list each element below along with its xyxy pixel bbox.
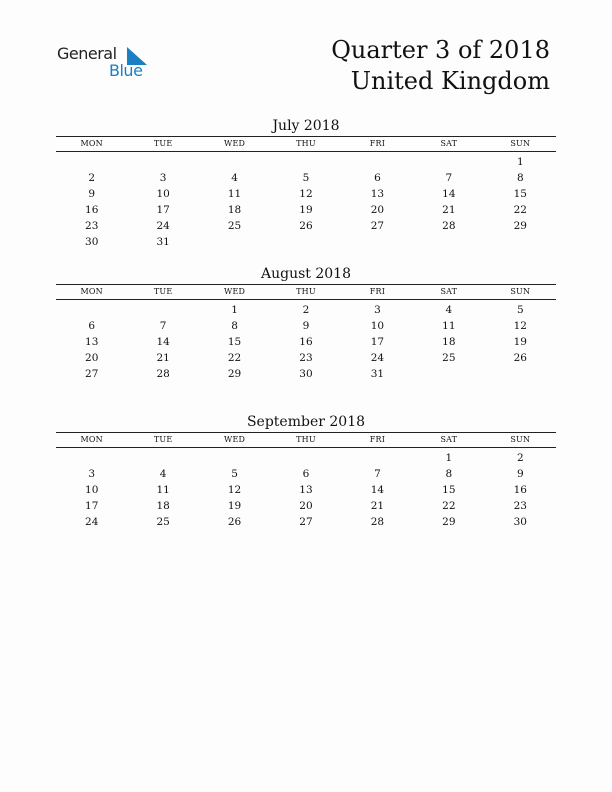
day-cell: 21	[156, 352, 170, 364]
day-cell: 15	[513, 188, 527, 200]
generalblue-logo	[57, 44, 157, 84]
day-cell: 17	[370, 336, 385, 348]
day-grid	[56, 450, 556, 530]
day-cell: 16	[85, 204, 99, 216]
empty-day-cell	[56, 450, 127, 466]
day-cell: 13	[370, 188, 385, 200]
day-cell: 1	[516, 156, 524, 168]
empty-day-cell	[342, 450, 413, 466]
day-cell: 7	[445, 172, 453, 184]
day-cell: 21	[370, 500, 385, 512]
day-cell: 27	[299, 516, 313, 528]
empty-day-cell	[413, 366, 484, 382]
day-cell: 9	[88, 188, 96, 200]
weekday-label: SUN	[510, 287, 531, 296]
day-cell: 29	[227, 368, 242, 380]
weekday-header	[56, 432, 556, 448]
day-cell: 17	[156, 204, 170, 216]
day-cell: 5	[302, 172, 310, 184]
month-august	[56, 265, 556, 382]
weekday-label: TUE	[153, 139, 173, 148]
day-cell: 6	[374, 172, 381, 184]
day-cell: 22	[513, 204, 527, 216]
day-cell: 4	[231, 172, 238, 184]
day-cell: 25	[156, 516, 170, 528]
day-cell: 6	[302, 468, 310, 480]
day-cell: 2	[88, 172, 96, 184]
day-cell: 21	[442, 204, 456, 216]
month-title: July 2018	[272, 118, 340, 134]
weekday-label: TUE	[153, 435, 173, 444]
title-quarter: Quarter 3 of 2018	[331, 36, 550, 64]
page-title	[331, 35, 550, 97]
day-cell: 8	[231, 320, 238, 332]
weekday-label: THU	[296, 139, 316, 148]
weekday-label: SAT	[440, 435, 458, 444]
day-cell: 25	[227, 220, 242, 232]
day-cell: 27	[85, 368, 99, 380]
logo-text-blue: Blue	[109, 61, 143, 80]
day-cell: 19	[513, 336, 527, 348]
day-cell: 31	[370, 368, 385, 380]
day-cell: 28	[370, 516, 385, 528]
day-cell: 31	[156, 236, 170, 248]
weekday-label: SUN	[510, 139, 531, 148]
day-cell: 28	[442, 220, 456, 232]
day-cell: 5	[516, 304, 524, 316]
day-cell: 7	[159, 320, 167, 332]
weekday-label: MON	[80, 139, 103, 148]
day-cell: 22	[227, 352, 242, 364]
day-cell: 26	[299, 220, 313, 232]
empty-day-cell	[270, 154, 341, 170]
weekday-header	[56, 284, 556, 300]
day-cell: 30	[513, 516, 527, 528]
day-cell: 2	[516, 452, 524, 464]
empty-day-cell	[56, 154, 127, 170]
day-cell: 6	[88, 320, 96, 332]
day-cell: 17	[85, 500, 99, 512]
day-cell: 16	[299, 336, 313, 348]
month-title: August 2018	[261, 266, 351, 282]
day-cell: 30	[299, 368, 313, 380]
weekday-label: WED	[224, 435, 246, 444]
weekday-label: THU	[296, 287, 316, 296]
day-cell: 5	[231, 468, 238, 480]
day-cell: 11	[227, 188, 242, 200]
weekday-label: MON	[80, 287, 103, 296]
weekday-label: TUE	[153, 287, 173, 296]
day-cell: 2	[302, 304, 310, 316]
empty-day-cell	[199, 234, 270, 250]
empty-day-cell	[270, 234, 341, 250]
empty-day-cell	[199, 154, 270, 170]
day-cell: 10	[85, 484, 99, 496]
weekday-header	[56, 136, 556, 152]
weekday-label: FRI	[369, 435, 386, 444]
logo-text-general: General	[57, 44, 117, 63]
day-cell: 19	[227, 500, 242, 512]
empty-day-cell	[342, 234, 413, 250]
weekday-label: SAT	[440, 139, 458, 148]
day-cell: 14	[156, 336, 170, 348]
day-cell: 23	[85, 220, 99, 232]
day-cell: 25	[442, 352, 456, 364]
day-cell: 9	[516, 468, 524, 480]
day-grid	[56, 154, 556, 250]
day-cell: 24	[156, 220, 170, 232]
day-cell: 20	[85, 352, 99, 364]
empty-day-cell	[413, 234, 484, 250]
day-cell: 19	[299, 204, 313, 216]
day-cell: 23	[513, 500, 527, 512]
day-cell: 12	[299, 188, 313, 200]
weekday-label: WED	[224, 139, 246, 148]
day-cell: 26	[227, 516, 242, 528]
day-cell: 12	[513, 320, 527, 332]
day-cell: 10	[370, 320, 385, 332]
day-cell: 7	[374, 468, 381, 480]
month-september	[56, 413, 556, 530]
weekday-label: SAT	[440, 287, 458, 296]
empty-day-cell	[342, 154, 413, 170]
empty-day-cell	[270, 450, 341, 466]
day-cell: 23	[299, 352, 313, 364]
day-grid	[56, 302, 556, 382]
day-cell: 12	[227, 484, 242, 496]
day-cell: 4	[159, 468, 167, 480]
day-cell: 28	[156, 368, 170, 380]
day-cell: 29	[442, 516, 456, 528]
day-cell: 8	[445, 468, 453, 480]
empty-day-cell	[127, 302, 198, 318]
day-cell: 20	[299, 500, 313, 512]
day-cell: 3	[374, 304, 381, 316]
weekday-label: MON	[80, 435, 103, 444]
weekday-label: THU	[296, 435, 316, 444]
day-cell: 18	[227, 204, 242, 216]
weekday-label: SUN	[510, 435, 531, 444]
month-title: September 2018	[246, 414, 366, 430]
day-cell: 11	[156, 484, 170, 496]
empty-day-cell	[56, 302, 127, 318]
day-cell: 10	[156, 188, 170, 200]
month-july	[56, 117, 556, 250]
day-cell: 15	[227, 336, 242, 348]
empty-day-cell	[485, 234, 556, 250]
day-cell: 16	[513, 484, 527, 496]
day-cell: 3	[159, 172, 167, 184]
day-cell: 18	[442, 336, 456, 348]
weekday-label: WED	[224, 287, 246, 296]
day-cell: 9	[302, 320, 310, 332]
day-cell: 24	[370, 352, 385, 364]
day-cell: 1	[445, 452, 453, 464]
day-cell: 14	[442, 188, 456, 200]
empty-day-cell	[127, 154, 198, 170]
weekday-label: FRI	[369, 287, 386, 296]
day-cell: 13	[299, 484, 313, 496]
day-cell: 11	[442, 320, 456, 332]
empty-day-cell	[127, 450, 198, 466]
title-country: United Kingdom	[350, 67, 550, 95]
empty-day-cell	[199, 450, 270, 466]
day-cell: 4	[445, 304, 453, 316]
day-cell: 8	[516, 172, 524, 184]
empty-day-cell	[413, 154, 484, 170]
day-cell: 30	[85, 236, 99, 248]
day-cell: 13	[85, 336, 99, 348]
day-cell: 24	[85, 516, 99, 528]
empty-day-cell	[485, 366, 556, 382]
day-cell: 27	[370, 220, 385, 232]
day-cell: 15	[442, 484, 456, 496]
day-cell: 3	[88, 468, 96, 480]
day-cell: 29	[513, 220, 527, 232]
day-cell: 1	[231, 304, 238, 316]
day-cell: 20	[370, 204, 385, 216]
day-cell: 14	[370, 484, 385, 496]
weekday-label: FRI	[369, 139, 386, 148]
day-cell: 22	[442, 500, 456, 512]
day-cell: 26	[513, 352, 527, 364]
day-cell: 18	[156, 500, 170, 512]
